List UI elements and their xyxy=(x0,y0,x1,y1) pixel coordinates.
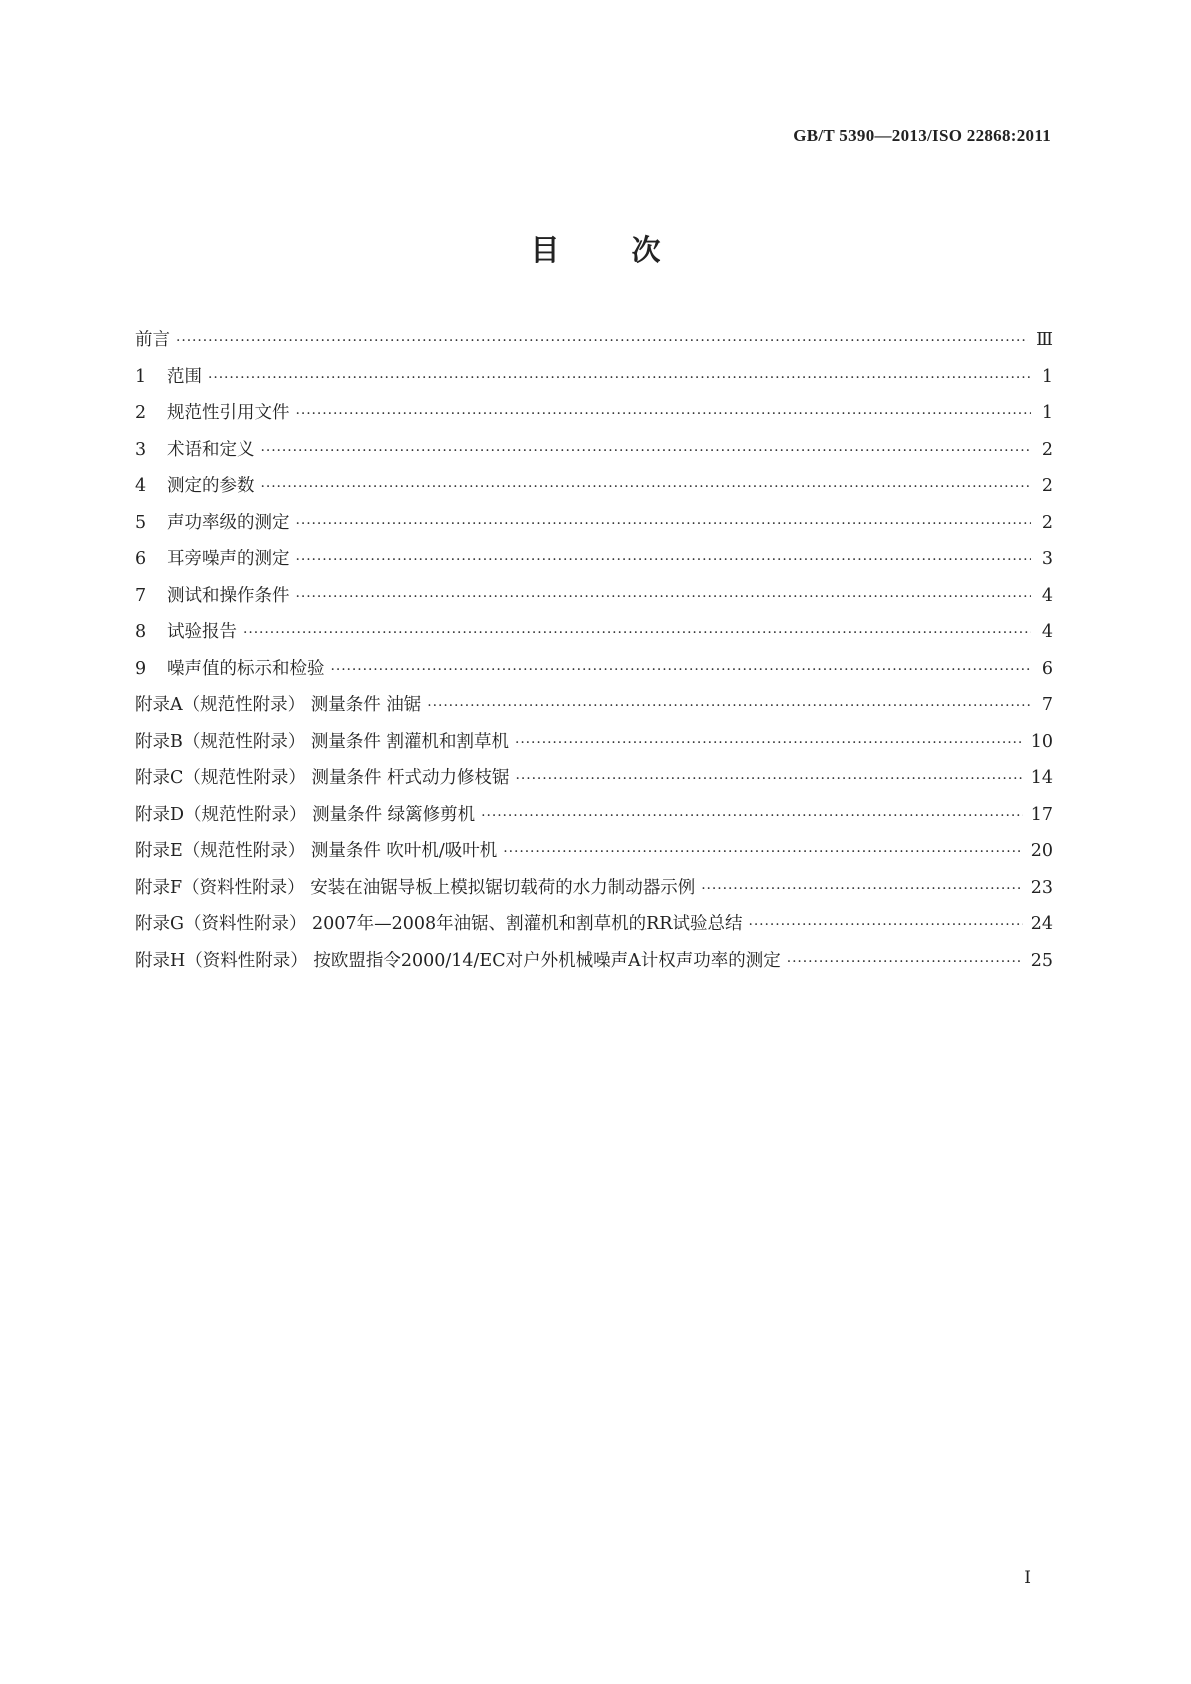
toc-entry-label: 附录G（资料性附录） 2007年—2008年油锯、割灌机和割草机的RR试验总结 xyxy=(135,914,743,934)
toc-entry-number: 2 xyxy=(135,403,147,423)
toc-entry-6[interactable] xyxy=(135,545,1053,582)
toc-entry-label: 附录E（规范性附录） 测量条件 吹叶机/吸叶机 xyxy=(135,841,498,861)
dot-leader xyxy=(296,406,1032,423)
toc-entry-number: 9 xyxy=(135,658,147,679)
toc-entry-page: 6 xyxy=(1041,658,1053,679)
standard-code: GB/T 5390—2013/ISO 22868:2011 xyxy=(793,126,1051,145)
dot-leader xyxy=(261,479,1032,496)
dot-leader xyxy=(787,954,1023,971)
dot-leader xyxy=(481,808,1023,825)
toc-entry-label: 4 测定的参数 xyxy=(135,476,255,496)
toc-entry-label: 1 范围 xyxy=(135,366,202,387)
dot-leader xyxy=(243,625,1031,642)
dot-leader xyxy=(208,370,1031,387)
toc-entry-4[interactable] xyxy=(135,472,1053,509)
toc-entry-page: 4 xyxy=(1041,585,1053,606)
toc-title: 目次 xyxy=(530,233,733,267)
toc-entry-number: 5 xyxy=(135,512,147,533)
toc-entry-label: 7 测试和操作条件 xyxy=(135,585,290,606)
dot-leader xyxy=(296,516,1032,533)
toc-entry-3[interactable] xyxy=(135,436,1053,473)
toc-entry-page: 24 xyxy=(1030,914,1053,934)
toc-entry-label: 3 术语和定义 xyxy=(135,439,255,460)
toc-entry-page: 23 xyxy=(1030,877,1053,898)
toc-entry-label: 8 试验报告 xyxy=(135,622,237,642)
toc-entry-page: 7 xyxy=(1041,695,1053,715)
toc-entry-page: 17 xyxy=(1030,804,1053,825)
toc-entry-label: 附录D（规范性附录） 测量条件 绿篱修剪机 xyxy=(135,804,476,825)
toc-entry-annex-g[interactable] xyxy=(135,910,1053,947)
toc-entry-number: 3 xyxy=(135,439,147,460)
toc-entry-1[interactable] xyxy=(135,363,1053,400)
table-of-contents xyxy=(135,326,1053,983)
toc-entry-page: Ⅲ xyxy=(1036,330,1053,350)
dot-leader xyxy=(503,844,1022,861)
toc-entry-page: 25 xyxy=(1030,950,1053,971)
toc-entry-page: 2 xyxy=(1041,512,1053,533)
dot-leader xyxy=(748,917,1022,934)
dot-leader xyxy=(296,589,1032,606)
dot-leader xyxy=(515,735,1023,752)
toc-entry-number: 8 xyxy=(135,622,147,642)
toc-entry-2[interactable] xyxy=(135,399,1053,436)
toc-entry-page: 1 xyxy=(1041,403,1053,423)
dot-leader xyxy=(427,698,1031,715)
dot-leader xyxy=(296,552,1032,569)
toc-entry-page: 1 xyxy=(1041,366,1053,387)
dot-leader xyxy=(176,333,1028,350)
toc-entry-page: 14 xyxy=(1030,768,1053,788)
toc-entry-label: 9 噪声值的标示和检验 xyxy=(135,658,325,679)
toc-entry-page: 2 xyxy=(1041,476,1053,496)
dot-leader xyxy=(261,443,1032,460)
toc-entry-label: 附录C（规范性附录） 测量条件 杆式动力修枝锯 xyxy=(135,768,510,788)
toc-entry-label: 附录H（资料性附录） 按欧盟指令2000/14/EC对户外机械噪声A计权声功率的测定 xyxy=(135,950,781,971)
toc-entry-5[interactable] xyxy=(135,509,1053,546)
toc-entry-annex-e[interactable] xyxy=(135,837,1053,874)
page-number: I xyxy=(1024,1568,1031,1588)
toc-entry-number: 7 xyxy=(135,585,147,606)
toc-entry-page: 2 xyxy=(1041,439,1053,460)
toc-entry-annex-f[interactable] xyxy=(135,874,1053,911)
toc-entry-label: 附录F（资料性附录） 安装在油锯导板上模拟锯切载荷的水力制动器示例 xyxy=(135,877,696,898)
toc-entry-page: 3 xyxy=(1041,549,1053,569)
dot-leader xyxy=(516,771,1023,788)
toc-entry-number: 6 xyxy=(135,549,147,569)
toc-entry-label: 2 规范性引用文件 xyxy=(135,403,290,423)
toc-entry-label: 6 耳旁噪声的测定 xyxy=(135,549,290,569)
toc-entry-annex-a[interactable] xyxy=(135,691,1053,728)
toc-entry-label: 前言 xyxy=(135,330,170,350)
toc-entry-page: 20 xyxy=(1030,841,1053,861)
toc-entry-annex-h[interactable] xyxy=(135,947,1053,984)
toc-entry-annex-c[interactable] xyxy=(135,764,1053,801)
toc-entry-label: 附录B（规范性附录） 测量条件 割灌机和割草机 xyxy=(135,731,509,752)
toc-entry-7[interactable] xyxy=(135,582,1053,619)
dot-leader xyxy=(331,662,1032,679)
dot-leader xyxy=(701,881,1023,898)
toc-entry-number: 1 xyxy=(135,366,147,387)
toc-entry-8[interactable] xyxy=(135,618,1053,655)
toc-entry-annex-d[interactable] xyxy=(135,801,1053,838)
toc-entry-label: 5 声功率级的测定 xyxy=(135,512,290,533)
toc-entry-foreword[interactable] xyxy=(135,326,1053,363)
toc-entry-page: 4 xyxy=(1041,622,1053,642)
toc-entry-label: 附录A（规范性附录） 测量条件 油锯 xyxy=(135,695,422,715)
toc-entry-9[interactable] xyxy=(135,655,1053,692)
toc-entry-page: 10 xyxy=(1030,731,1053,752)
toc-entry-number: 4 xyxy=(135,476,147,496)
toc-entry-annex-b[interactable] xyxy=(135,728,1053,765)
